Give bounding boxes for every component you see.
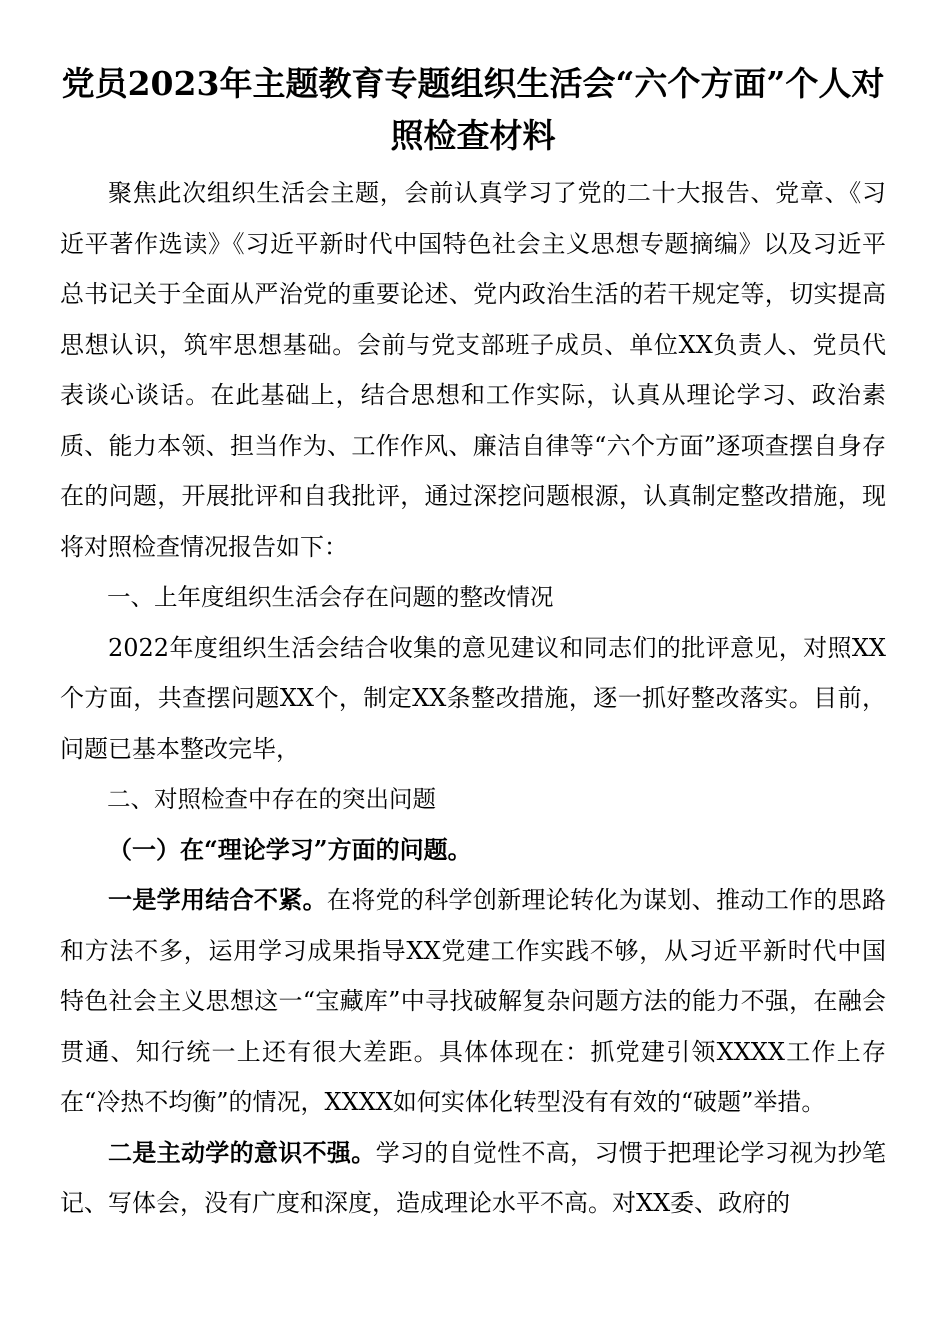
subsection-heading-1: （一）在“理论学习”方面的问题。 (108, 834, 472, 864)
section-heading-2: 二、对照检查中存在的突出问题 (107, 785, 436, 813)
item-1-lead: 一是学用结合不紧。 (108, 885, 327, 914)
item-1-paragraph (60, 875, 886, 1128)
item-2-text: 学习的自觉性不高，习惯于把理论学习视为抄笔记、写体会，没有广度和深度，造成理论水平不高。对XX委、政府的 (60, 1138, 887, 1217)
item-2-lead: 二是主动学的意识不强。 (108, 1137, 376, 1167)
item-2-paragraph (60, 1128, 886, 1229)
document-title: 党员2023年主题教育专题组织生活会“六个方面”个人对照检查材料 (61, 64, 885, 155)
intro-paragraph: 聚焦此次组织生活会主题，会前认真学习了党的二十大报告、党章、《习近平著作选读》《习近平新时代中国特色社会主义思想专题摘编》以及习近平总书记关于全面从严治党的重要论述、党内政治生活的若干规定等，切实提高思想认识，筑牢思想基础。会前与党支部班子成员、单位XX负责人、党员代表谈心谈话。在此基础上，结合思想和工作实际，认真从理论学习、政治素质、能力本领、担当作为、工作作风、廉洁自律等“六个方面”逐项查摆自身存在的问题，开展批评和自我批评，通过深挖问题根源，认真制定整改措施，现将对照检查情况报告如下： (60, 179, 886, 561)
item-1-text: 在将党的科学创新理论转化为谋划、推动工作的思路和方法不多，运用学习成果指导XX党建工作实践不够，从习近平新时代中国特色社会主义思想这一“宝藏库”中寻找破解复杂问题方法的能力不强，在融会贯通、知行统一上还有很大差距。具体体现在：抓党建引领XXXX工作上存在“冷热不均衡”的情况，XXXX如何实体化转型没有有效的“破题”举措。 (60, 886, 887, 1116)
section-1-paragraph: 2022年度组织生活会结合收集的意见建议和同志们的批评意见，对照XX个方面，共查摆问题XX个，制定XX条整改措施，逐一抓好整改落实。目前，问题已基本整改完毕， (60, 633, 886, 763)
section-heading-1: 一、上年度组织生活会存在问题的整改情况 (107, 583, 554, 611)
